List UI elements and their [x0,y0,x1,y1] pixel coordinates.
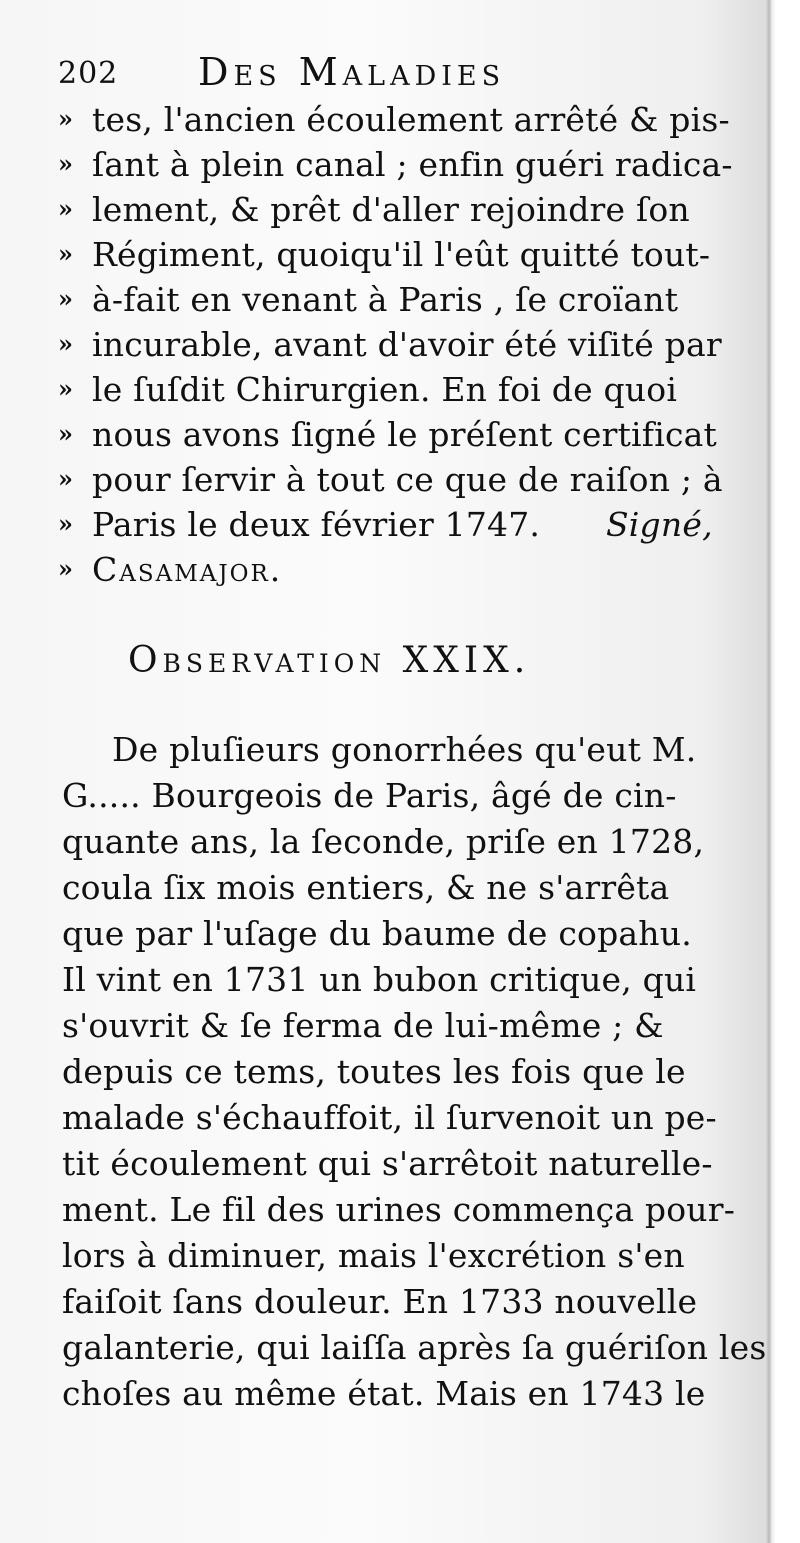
paragraph-line: G..... Bourgeois de Paris, âgé de cin- [62,776,677,815]
quoted-line-text: à-fait en venant à Paris , ſe croïant [92,280,679,319]
paragraph-line: depuis ce tems, toutes les fois que le [62,1052,686,1091]
paragraph-line: coula ſix mois entiers, & ne s'arrêta [62,868,670,907]
paragraph-line: Il vint en 1731 un bubon critique, qui [62,960,697,999]
quote-mark: » [58,554,73,583]
paragraph-line: ment. Le fil des urines commença pour- [62,1190,736,1229]
page-header [58,46,718,94]
page-edge-shadow [766,0,772,1543]
running-title: Des Maladies [198,50,506,94]
observation-heading: Observation XXIX. [128,640,531,681]
quoted-line-text: le ſuſdit Chirurgien. En foi de quoi [92,370,678,409]
paragraph-line: faiſoit ſans douleur. En 1733 nouvelle [62,1282,698,1321]
quote-mark: » [58,374,73,403]
quoted-line-text: incurable, avant d'avoir été viſité par [92,325,722,364]
quote-mark: » [58,419,73,448]
signed-label: Signé, [606,505,713,544]
quoted-line-text: tes, l'ancien écoulement arrêté & pis- [92,100,730,139]
quote-mark: » [58,464,73,493]
quoted-line-text: pour ſervir à tout ce que de raiſon ; à [92,460,723,499]
quote-mark: » [58,194,73,223]
paragraph-line: tit écoulement qui s'arrêtoit naturelle- [62,1144,713,1183]
paragraph-line: galanterie, qui laiſſa après ſa guériſon les [62,1328,767,1367]
paragraph-line: choſes au même état. Mais en 1743 le [62,1374,706,1413]
page-number: 202 [58,56,119,91]
quote-mark: » [58,149,73,178]
paragraph-line: s'ouvrit & ſe ferma de lui-même ; & [62,1006,664,1045]
paragraph-line: lors à diminuer, mais l'excrétion s'en [62,1236,685,1275]
quoted-line-text: ſant à plein canal ; enfin guéri radica- [92,145,733,184]
quoted-line-text: lement, & prêt d'aller rejoindre ſon [92,190,690,229]
quoted-line-text: nous avons ſigné le préſent certificat [92,415,717,454]
quoted-line-text: Paris le deux février 1747. [92,505,541,544]
paragraph-line: que par l'uſage du baume de copahu. [62,914,692,953]
quoted-line-text: Régiment, quoiqu'il l'eût quitté tout- [92,235,711,274]
quote-mark: » [58,329,73,358]
quote-mark: » [58,239,73,268]
quote-mark: » [58,104,73,133]
quote-mark: » [58,284,73,313]
signatory-name: Casamajor. [92,550,283,589]
paragraph-line: malade s'échauffoit, il ſurvenoit un pe- [62,1098,717,1137]
quote-mark: » [58,509,73,538]
paragraph-line: quante ans, la ſeconde, priſe en 1728, [62,822,705,861]
paragraph-line: De pluſieurs gonorrhées qu'eut M. [112,730,697,769]
